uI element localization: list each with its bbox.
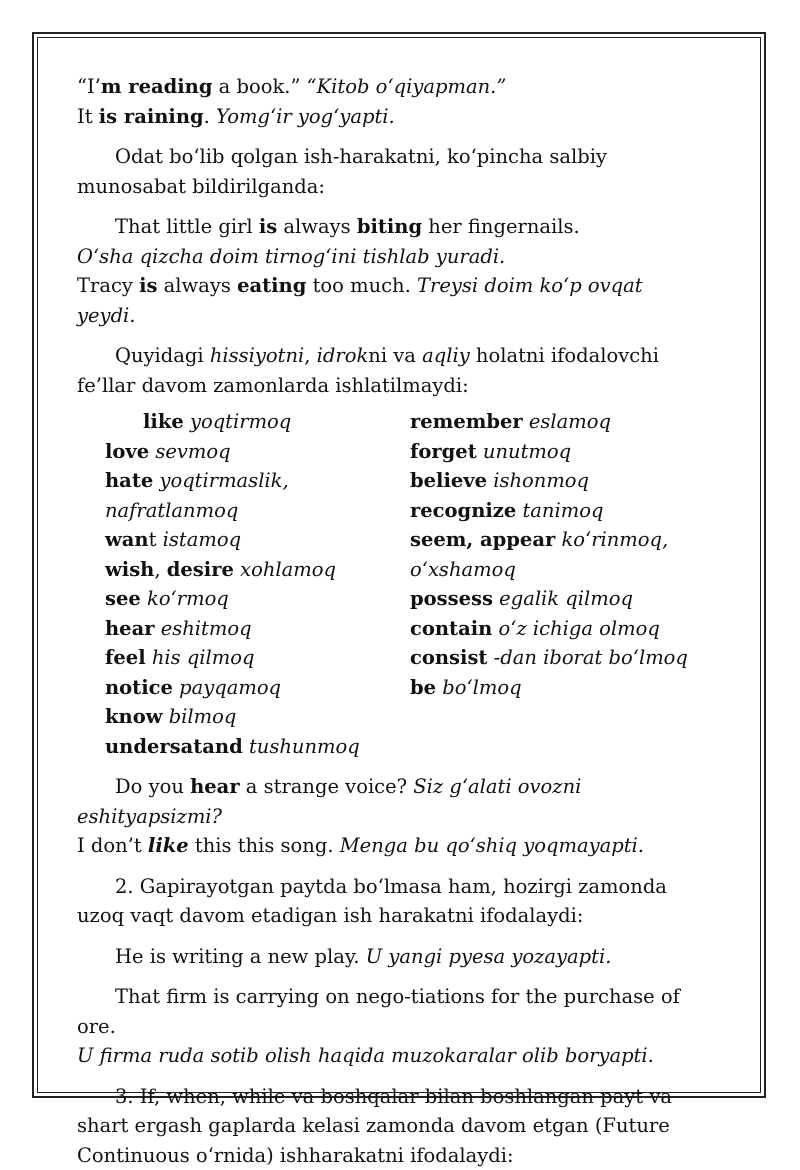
example-line: I don’t like this this song. Menga bu qo‘shiq yoqmayapti. — [77, 831, 707, 861]
verb-item: recognize tanimoq — [410, 496, 707, 526]
verb-item: possess egalik qilmoq — [410, 584, 707, 614]
point-3-paragraph: 3. If, when, while va boshqalar bilan boshlangan payt va shart ergash gaplarda kelasi zamonda davom etgan (Future Continuous o‘rnida) ishharakatni ifodalaydi: — [77, 1082, 707, 1170]
example-translation: U firma ruda sotib olish haqida muzokaralar olib boryapti. — [77, 1041, 707, 1071]
example-translation: O‘sha qizcha doim tirnog‘ini tishlab yuradi. — [77, 242, 707, 272]
example-line: Do you hear a strange voice? Siz g‘alati ovozni eshityapsizmi? — [77, 772, 707, 831]
verb-item: contain o‘z ichiga olmoq — [410, 614, 707, 644]
verb-item: forget unutmoq — [410, 437, 707, 467]
example-line: Tracy is always eating too much. Treysi doim ko‘p ovqat yeydi. — [77, 271, 707, 330]
example-line: He is writing a new play. U yangi pyesa yozayapti. — [77, 942, 707, 972]
verb-item: believe ishonmoq — [410, 466, 707, 496]
verb-item: hate yoqtirmaslik, nafratlanmoq — [105, 466, 410, 525]
habit-paragraph: Odat bo‘lib qolgan ish-harakatni, ko‘pincha salbiy munosabat bildirilganda: — [77, 142, 707, 201]
verb-list — [77, 407, 707, 761]
verb-list-left — [77, 407, 410, 761]
example-line: “I’m reading a book.” “Kitob o‘qiyapman.” — [77, 72, 707, 102]
verb-item: notice payqamoq — [105, 673, 410, 703]
example-line: That little girl is always biting her fingernails. — [77, 212, 707, 242]
page-content — [77, 72, 707, 1170]
verb-item: undersatand tushunmoq — [105, 732, 410, 762]
stative-paragraph: Quyidagi hissiyotni, idrokni va aqliy holatni ifodalovchi fe’llar davom zamonlarda ishlatilmaydi: — [77, 341, 707, 400]
verb-item: remember eslamoq — [410, 407, 707, 437]
point-2-paragraph: 2. Gapirayotgan paytda bo‘lmasa ham, hozirgi zamonda uzoq vaqt davom etadigan ish harakatni ifodalaydi: — [77, 872, 707, 931]
verb-item: wish, desire xohlamoq — [105, 555, 410, 585]
verb-item: see ko‘rmoq — [105, 584, 410, 614]
verb-item: o‘xshamoq — [410, 555, 707, 585]
verb-item: feel his qilmoq — [105, 643, 410, 673]
example-line: It is raining. Yomg‘ir yog‘yapti. — [77, 102, 707, 132]
verb-item: seem, appear ko‘rinmoq, — [410, 525, 707, 555]
verb-item: want istamoq — [105, 525, 410, 555]
example-line: That firm is carrying on nego-tiations for the purchase of ore. — [77, 982, 707, 1041]
verb-item: consist -dan iborat bo‘lmoq — [410, 643, 707, 673]
verb-item: love sevmoq — [105, 437, 410, 467]
verb-item: like yoqtirmoq — [105, 407, 410, 437]
verb-item: be bo‘lmoq — [410, 673, 707, 703]
verb-item: know bilmoq — [105, 702, 410, 732]
verb-item: hear eshitmoq — [105, 614, 410, 644]
verb-list-right — [410, 407, 707, 761]
